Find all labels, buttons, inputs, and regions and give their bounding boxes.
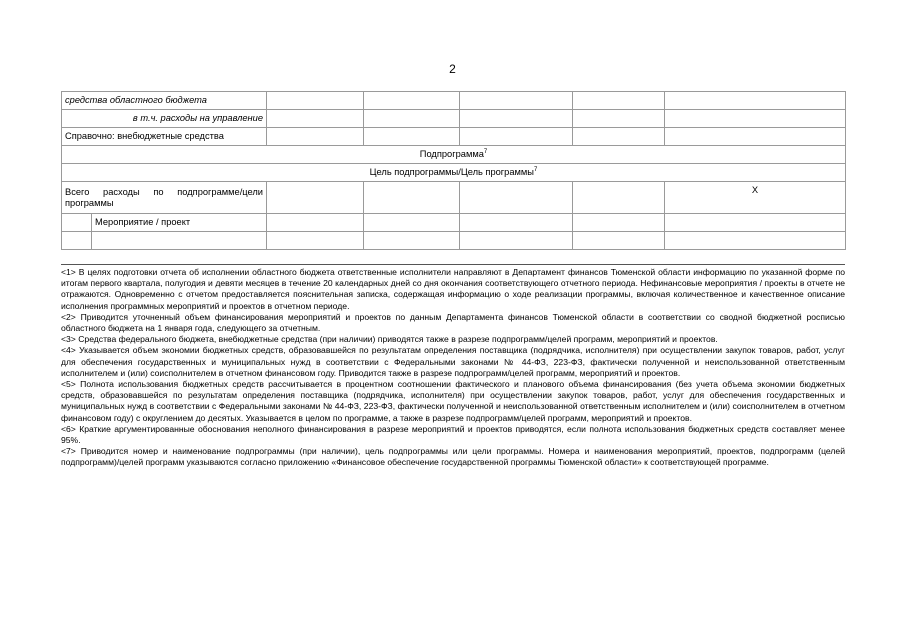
- row-label-offbudget: Справочно: внебюджетные средства: [62, 128, 267, 146]
- table-row-empty: [62, 232, 846, 250]
- table-cell: [267, 214, 364, 232]
- table-cell: [665, 92, 846, 110]
- table-cell: [460, 214, 573, 232]
- table-row-event: [62, 214, 846, 232]
- table-cell: [62, 232, 92, 250]
- table-row-regional-budget: [62, 92, 846, 110]
- table-cell: [267, 92, 364, 110]
- table-cell: [267, 232, 364, 250]
- table-row-management-expenses: [62, 110, 846, 128]
- footnote-1: <1> В целях подготовки отчета об исполнении областного бюджета ответственные исполнители направляют в Департамент финансов Тюменской области информацию по указанной форме по итогам первого квартала, полугодия и девяти месяцев в течение 20 календарных дней со дня окончания соответствующего отчетного периода. Нефинансовые мероприятия / проекты в отчете не отражаются. Одновременно с отчетом предоставляется пояснительная записка, содержащая информацию о ходе реализации программы, включая количественное и качественное описание исполнения программных мероприятий и проектов в отчетном периоде.: [61, 267, 845, 311]
- table-cell: [665, 214, 846, 232]
- table-cell: [364, 92, 460, 110]
- table-cell: [267, 128, 364, 146]
- table-cell: [460, 128, 573, 146]
- row-label-management-expenses: в т.ч. расходы на управление: [62, 110, 267, 128]
- table-cell: [364, 232, 460, 250]
- table-cell: [267, 182, 364, 214]
- footnote-5: <5> Полнота использования бюджетных средств рассчитывается в процентном соотношении фактического и планового объема финансирования (без учета объема экономии бюджетных средств, образовавшейся по результатам определения поставщика (подрядчика, исполнителя) при осуществлении закупок товаров, работ, услуг для обеспечения государственных и муниципальных нужд в соответствии с Федеральными законами № 44-ФЗ, 223-ФЗ, фактически полученной и неиспользованной ответственным исполнителем и (или) соисполнителем в отчетном финансовом году) с округлением до десятых. Указывается в целом по программе, а также в разрезе подпрограмм/целей программ, мероприятий и проектов.: [61, 379, 845, 423]
- table-cell: [364, 128, 460, 146]
- financing-table: [61, 91, 846, 250]
- table-cell: [460, 232, 573, 250]
- goal-heading: [62, 164, 846, 182]
- goal-label: Цель подпрограммы/Цель программы: [369, 167, 534, 177]
- table-cell: [573, 232, 665, 250]
- footnote-2: <2> Приводится уточненный объем финансирования мероприятий и проектов по данным Департамента финансов Тюменской области в соответствии со сводной бюджетной росписью областного бюджета на 1 января года, следующего за отчетным.: [61, 311, 845, 334]
- table-cell: [573, 110, 665, 128]
- table-cell: [665, 110, 846, 128]
- table-row-goal: [62, 164, 846, 182]
- table-cell: [267, 110, 364, 128]
- page-number: 2: [449, 62, 456, 76]
- row-label-total: Всего расходы по подпрограмме/цели программы: [62, 182, 267, 214]
- table-cell: [460, 110, 573, 128]
- footnote-6: <6> Краткие аргументированные обоснования неполного финансирования в разрезе мероприятий и проектов приводятся, если полнота использования бюджетных средств составляет менее 95%.: [61, 423, 845, 446]
- table-cell: [62, 214, 92, 232]
- footnote-4: <4> Указывается объем экономии бюджетных средств, образовавшейся по результатам определения поставщика (подрядчика, исполнителя) при осуществлении закупок товаров, работ, услуг для обеспечения государственных и муниципальных нужд в соответствии с Федеральными законами № 44-ФЗ, 223-ФЗ, фактически полученной и неиспользованной ответственным исполнителем и (или) соисполнителем в отчетном финансовом году. Приводится также в разрезе подпрограмм/целей программ, мероприятий и проектов.: [61, 345, 845, 378]
- footnote-7: <7> Приводится номер и наименование подпрограммы (при наличии), цель подпрограммы или цели программы. Номера и наименования мероприятий, проектов, подпрограмм (целей подпрограмм)/целей программ указываются согласно приложению «Финансовое обеспечение государственной программы Тюменской области» к соответствующей программе.: [61, 446, 845, 468]
- subprogram-heading: [62, 146, 846, 164]
- table-cell: [364, 110, 460, 128]
- table-cell: [665, 128, 846, 146]
- table-row-offbudget: [62, 128, 846, 146]
- subprogram-label: Подпрограмма: [419, 149, 484, 159]
- footnote-3: <3> Средства федерального бюджета, внебюджетные средства (при наличии) приводятся также в разрезе подпрограмм/целей программ, мероприятий и проектов.: [61, 334, 718, 345]
- table-cell: [460, 182, 573, 214]
- table-cell: [573, 128, 665, 146]
- total-mark: Х: [665, 182, 846, 214]
- footnote-separator: [61, 264, 845, 265]
- table-row-subprogram: [62, 146, 846, 164]
- footnote-ref: 7: [534, 166, 538, 173]
- table-cell: [92, 232, 267, 250]
- table-cell: [364, 214, 460, 232]
- row-label-regional-budget: средства областного бюджета: [62, 92, 267, 110]
- table-row-total: [62, 182, 846, 214]
- footnotes: [61, 267, 845, 469]
- table-cell: [573, 182, 665, 214]
- table-cell: [364, 182, 460, 214]
- table-cell: [460, 92, 573, 110]
- table-cell: [573, 214, 665, 232]
- table-cell: [573, 92, 665, 110]
- row-label-event: Мероприятие / проект: [92, 214, 267, 232]
- footnote-ref: 7: [483, 148, 488, 155]
- table-cell: [665, 232, 846, 250]
